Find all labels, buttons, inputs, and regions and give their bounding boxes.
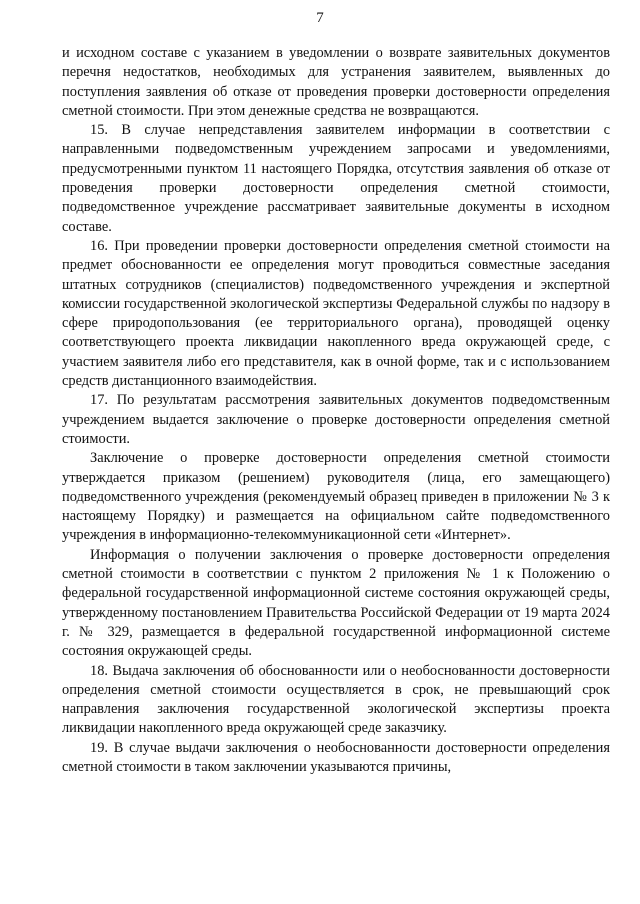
paragraph-conclusion-approval: Заключение о проверке достоверности определения сметной стоимости утверждается приказом (решением) руководителя (лица, его замещающего) подведомственного учреждения (рекомендуемый образец приведен в приложении № 3 к настоящему Порядку) и размещается на официальном сайте подведомственного учреждения в информационно-телекоммуникационной сети «Интернет».	[62, 450, 610, 544]
document-body	[62, 44, 610, 777]
paragraph-continuation: и исходном составе с указанием в уведомлении о возврате заявительных документов перечня недостатков, необходимых для устранения заявителем, выявленных до поступления заявления об отказе от проведения проверки достоверности определения сметной стоимости. При этом денежные средства не возвращаются.	[62, 45, 610, 119]
paragraph-15: 15. В случае непредставления заявителем информации в соответствии с направленными подведомственным учреждением запросами и уведомлениями, предусмотренными пунктом 11 настоящего Порядка, отсутствия заявления об отказе от проведения проверки достоверности определения сметной стоимости, подведомственное учреждение рассматривает заявительные документы в исходном составе.	[62, 122, 610, 235]
paragraph-18: 18. Выдача заключения об обоснованности или о необоснованности достоверности определения сметной стоимости осуществляется в срок, не превышающий срок направления заключения государственной экологической экспертизы проекта ликвидации накопленного вреда окружающей среде заказчику.	[62, 662, 610, 737]
paragraph-conclusion-information: Информация о получении заключения о проверке достоверности определения сметной стоимости в соответствии с пунктом 2 приложения № 1 к Положению о федеральной государственной информационной системе состояния окружающей среды, утвержденному постановлением Правительства Российской Федерации от 19 марта 2024 г. № 329, размещается в федеральной государственной информационной системе состояния окружающей среды.	[62, 546, 610, 660]
paragraph-16: 16. При проведении проверки достоверности определения сметной стоимости на предмет обоснованности ее определения могут проводиться совместные заседания штатных сотрудников (специалистов) подведомственного учреждения и экспертной комиссии государственной экологической экспертизы Федеральной службы по надзору в сфере природопользования (ее территориального органа), проводящей оценку соответствующего проекта ликвидации накопленного вреда окружающей среде, с участием заявителя либо его представителя, как в очной форме, так и с использованием средств дистанционного взаимодействия.	[62, 237, 610, 390]
paragraph-17: 17. По результатам рассмотрения заявительных документов подведомственным учреждением выдается заключение о проверке достоверности определения сметной стоимости.	[62, 392, 610, 447]
page-number: 7	[316, 10, 324, 26]
paragraph-19: 19. В случае выдачи заключения о необоснованности достоверности определения сметной стоимости в таком заключении указываются причины,	[62, 739, 610, 775]
